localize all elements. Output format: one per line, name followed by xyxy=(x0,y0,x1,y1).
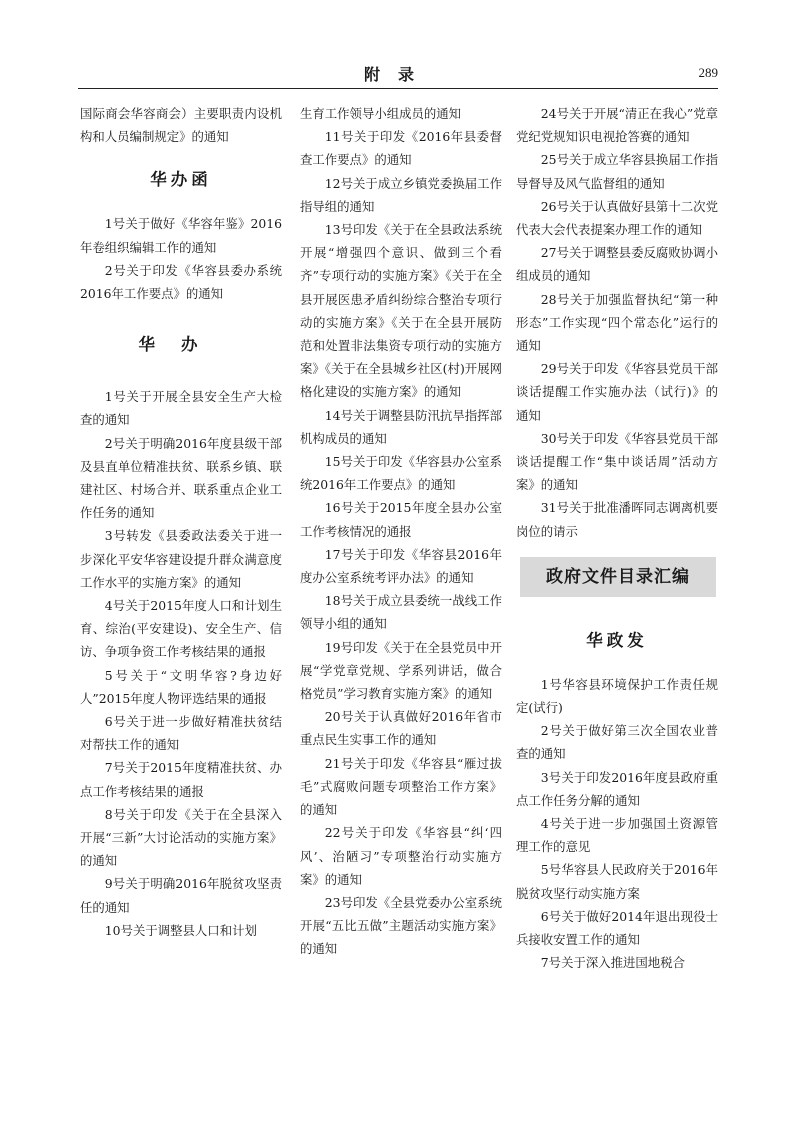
list-item: 3号关于印发2016年度县政府重点工作任务分解的通知 xyxy=(516,769,718,808)
list-item: 17号关于印发《华容县2016年度办公室系统考评办法》的通知 xyxy=(300,546,502,586)
list-item: 27号关于调整县委反腐败协调小组成员的通知 xyxy=(516,245,718,284)
section-band-government-documents: 政府文件目录汇编 xyxy=(520,557,716,597)
list-item: 24号关于开展“清正在我心”党章党纪党规知识电视抢答赛的通知 xyxy=(516,106,718,145)
list-item: 7号关于深入推进国地税合 xyxy=(540,955,685,971)
list-item: 23号印发《全县党委办公室系统开展“五比五做”主题活动实施方案》的通知 xyxy=(300,894,502,957)
list-item: 8号关于印发《关于在全县深入开展“三新”大讨论活动的实施方案》的通知 xyxy=(80,806,282,869)
column-1 xyxy=(80,102,282,942)
list-item: 1号关于做好《华容年鉴》2016年卷组织编辑工作的通知 xyxy=(80,216,282,255)
list-item: 2号关于做好第三次全国农业普查的通知 xyxy=(516,723,718,762)
list-item: 4号关于进一步加强国土资源管理工作的意见 xyxy=(516,816,718,855)
section-heading-huazhengfa: 华政发 xyxy=(586,630,648,650)
list-item: 21号关于印发《华容县“雁过拔毛”式腐败问题专项整治工作方案》的通知 xyxy=(300,755,502,818)
list-item: 11号关于印发《2016年县委督查工作要点》的通知 xyxy=(300,129,502,168)
list-item: 12号关于成立乡镇党委换届工作指导组的通知 xyxy=(300,175,502,214)
list-item: 31号关于批准潘晖同志调离机要岗位的请示 xyxy=(516,500,718,539)
list-item: 14号关于调整县防汛抗旱指挥部机构成员的通知 xyxy=(300,407,502,446)
list-item: 4号关于2015年度人口和计划生育、综治(平安建设)、安全生产、信访、争项争资工作考核结果的通报 xyxy=(80,598,282,660)
list-item: 29号关于印发《华容县党员干部谈话提醒工作实施办法（试行)》的通知 xyxy=(516,361,718,423)
list-item: 9号关于明确2016年脱贫攻坚责任的通知 xyxy=(80,876,282,915)
list-item: 5号华容县人民政府关于2016年脱贫攻坚行动实施方案 xyxy=(516,862,718,901)
list-item: 15号关于印发《华容县办公室系统2016年工作要点》的通知 xyxy=(300,454,502,493)
list-item: 生育工作领导小组成员的通知 xyxy=(300,106,462,121)
page-number: 289 xyxy=(698,65,718,80)
list-item: 7号关于2015年度精准扶贫、办点工作考核结果的通报 xyxy=(80,760,282,799)
list-item: 3号转发《县委政法委关于进一步深化平安华容建设提升群众满意度工作水平的实施方案》的通知 xyxy=(80,528,282,590)
section-heading-huaban: 华办 xyxy=(138,335,224,355)
list-item: 2号关于印发《华容县委办系统2016年工作要点》的通知 xyxy=(80,262,282,302)
list-item: 20号关于认真做好2016年省市重点民生实事工作的通知 xyxy=(300,709,502,748)
list-item: 6号关于做好2014年退出现役士兵接收安置工作的通知 xyxy=(516,908,718,948)
running-title: 附录 xyxy=(363,65,432,84)
page-header xyxy=(78,62,718,84)
list-item: 1号关于开展全县安全生产大检查的通知 xyxy=(80,389,282,428)
list-item: 13号印发《关于在全县政法系统开展“增强四个意识、做到三个看齐”专项行动的实施方案》《关于在全县开展医患矛盾纠纷综合整治专项行动的实施方案》《关于在全县开展防范和处置非法集资专项行动的实施方案》《关于在全县城乡社区(村)开展网格化建设的实施方案》的通知 xyxy=(300,222,502,400)
list-item: 25号关于成立华容县换届工作指导督导及风气监督组的通知 xyxy=(516,152,718,191)
list-item: 26号关于认真做好县第十二次党代表大会代表提案办理工作的通知 xyxy=(516,198,718,238)
list-item: 28号关于加强监督执纪“第一种形态”工作实现“四个常态化”运行的通知 xyxy=(516,291,718,354)
list-item: 16号关于2015年度全县办公室工作考核情况的通报 xyxy=(300,500,502,539)
column-2 xyxy=(300,102,502,961)
list-item: 5号关于“文明华容?身边好人”2015年度人物评选结果的通报 xyxy=(80,667,282,706)
list-item: 10号关于调整县人口和计划 xyxy=(104,922,257,938)
list-item: 30号关于印发《华容县党员干部谈话提醒工作“集中谈话周”活动方案》的通知 xyxy=(516,430,718,493)
list-item: 6号关于进一步做好精准扶贫结对帮扶工作的通知 xyxy=(80,714,282,753)
section-heading-huabanhan: 华办函 xyxy=(150,170,212,190)
list-item: 国际商会华容商会）主要职责内设机构和人员编制规定》的通知 xyxy=(80,106,282,145)
column-3 xyxy=(516,102,718,975)
list-item: 19号印发《关于在全县党员中开展“学党章党规、学系列讲话，做合格党员”学习教育实施方案》的通知 xyxy=(300,639,502,702)
header-rule xyxy=(78,88,718,89)
list-item: 1号华容县环境保护工作责任规定(试行) xyxy=(516,676,718,716)
list-item: 18号关于成立县委统一战线工作领导小组的通知 xyxy=(300,593,502,632)
list-item: 22号关于印发《华容县“纠‘四风’、治陋习”专项整治行动实施方案》的通知 xyxy=(300,825,502,887)
list-item: 2号关于明确2016年度县级干部及县直单位精准扶贫、联系乡镇、联建社区、村场合并、联系重点企业工作任务的通知 xyxy=(80,435,282,521)
